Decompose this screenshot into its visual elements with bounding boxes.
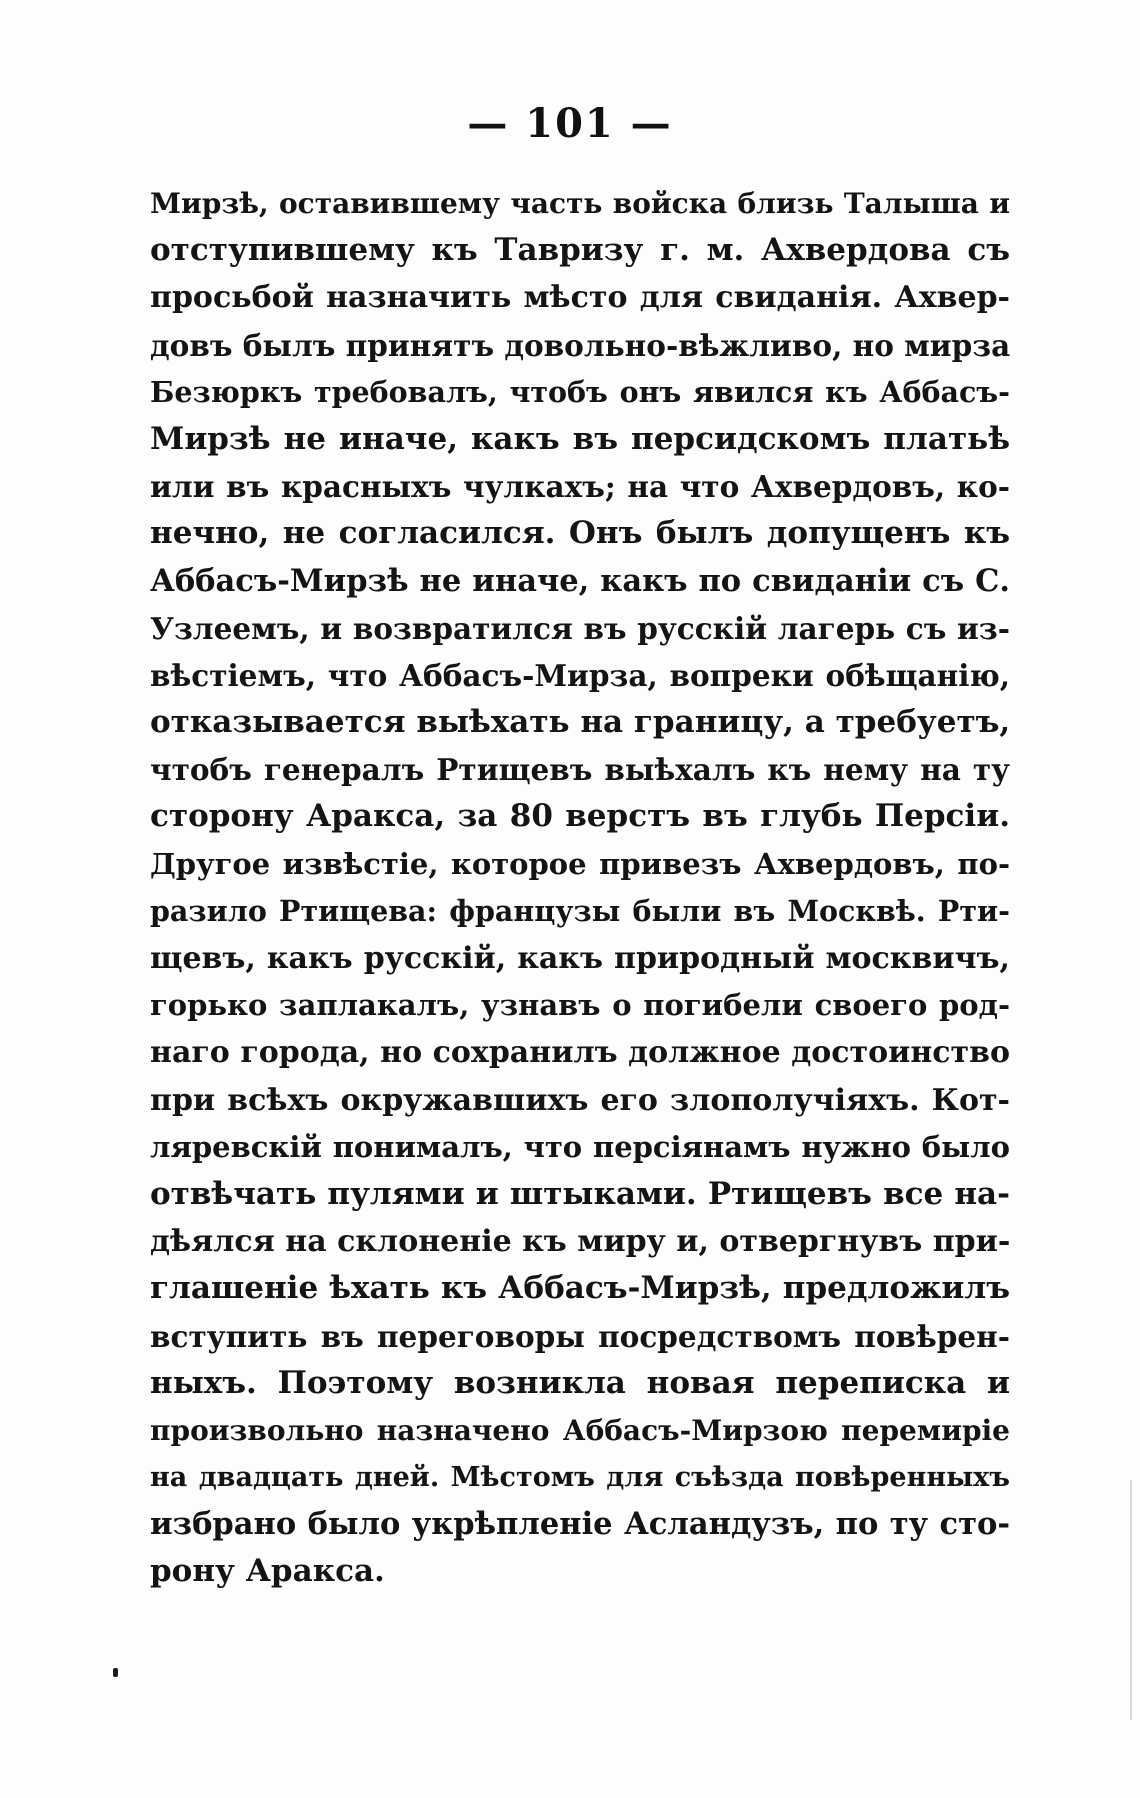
text-line-13: чтобъ генералъ Ртищевъ выѣхалъ къ нему на ту <box>150 752 1010 788</box>
text-line-5: Безюркъ требовалъ, чтобъ онъ явился къ Аббасъ- <box>150 374 1010 409</box>
ink-speck <box>113 1668 118 1677</box>
text-line-21: ляревскій понималъ, что персіянамъ нужно было <box>150 1129 1010 1164</box>
text-line-11: вѣстіемъ, что Аббасъ-Мирза, вопреки обѣщанію, <box>150 657 1010 693</box>
text-line-10: Узлеемъ, и возвратился въ русскій лагерь съ из- <box>150 610 1010 646</box>
text-line-16: разило Ртищева: французы были въ Москвѣ. Рти- <box>150 893 1010 928</box>
text-line-2: отступившему къ Тавризу г. м. Ахвердова съ <box>150 232 1010 269</box>
text-line-6: Мирзѣ не иначе, какъ въ персидскомъ платьѣ <box>150 420 1010 457</box>
text-line-3: просьбой назначить мѣсто для свиданія. Ахвер- <box>150 280 1010 316</box>
text-line-12: отказывается выѣхать на границу, а требуетъ, <box>150 704 1011 741</box>
text-line-7: или въ красныхъ чулкахъ; на что Ахвердовъ, ко- <box>150 469 1010 505</box>
text-line-19: наго города, но сохранилъ должное достоинство <box>150 1035 1010 1071</box>
text-line-20: при всѣхъ окружавшихъ его злополучіяхъ. Кот- <box>150 1082 1010 1118</box>
text-line-15: Другое извѣстіе, которое привезъ Ахвердовъ, по- <box>150 846 1010 881</box>
text-line-8: нечно, не согласился. Онъ былъ допущенъ къ <box>150 515 1010 552</box>
text-line-28: на двадцать дней. Мѣстомъ для съѣзда повѣренныхъ <box>150 1462 1010 1494</box>
text-line-4: довъ былъ принятъ довольно-вѣжливо, но мирза <box>150 327 1011 363</box>
text-line-22: отвѣчать пулями и штыками. Ртищевъ все на- <box>150 1175 1010 1212</box>
text-line-26: ныхъ. Поэтому возникла новая переписка и <box>150 1364 1010 1401</box>
text-line-17: щевъ, какъ русскій, какъ природный москвичъ, <box>150 941 1010 976</box>
text-line-14: сторону Аракса, за 80 верстъ въ глубь Персіи. <box>150 798 1010 835</box>
body-text <box>150 180 1010 1596</box>
text-line-27: произвольно назначено Аббасъ-Мирзою перемиріе <box>150 1413 1010 1447</box>
text-line-23: дѣялся на склоненіе къ миру и, отвергнувъ при- <box>150 1224 1011 1260</box>
text-line-30: рону Аракса. <box>150 1553 385 1590</box>
text-line-9: Аббасъ-Мирзѣ не иначе, какъ по свиданіи съ С. <box>150 562 1010 599</box>
text-line-24: глашеніе ѣхать къ Аббасъ-Мирзѣ, предложилъ <box>150 1270 1010 1307</box>
text-line-18: горько заплакалъ, узнавъ о погибели своего род- <box>150 988 1010 1023</box>
page-number: — 101 — <box>467 100 673 147</box>
text-line-25: вступить въ переговоры посредствомъ повѣрен- <box>150 1318 1010 1354</box>
page-edge-shadow <box>1130 1480 1132 1720</box>
text-line-29: избрано было укрѣпленіе Асландузъ, по ту сто- <box>150 1506 1010 1543</box>
text-line-1: Мирзѣ, оставившему часть войска близь Талыша и <box>150 187 1010 220</box>
